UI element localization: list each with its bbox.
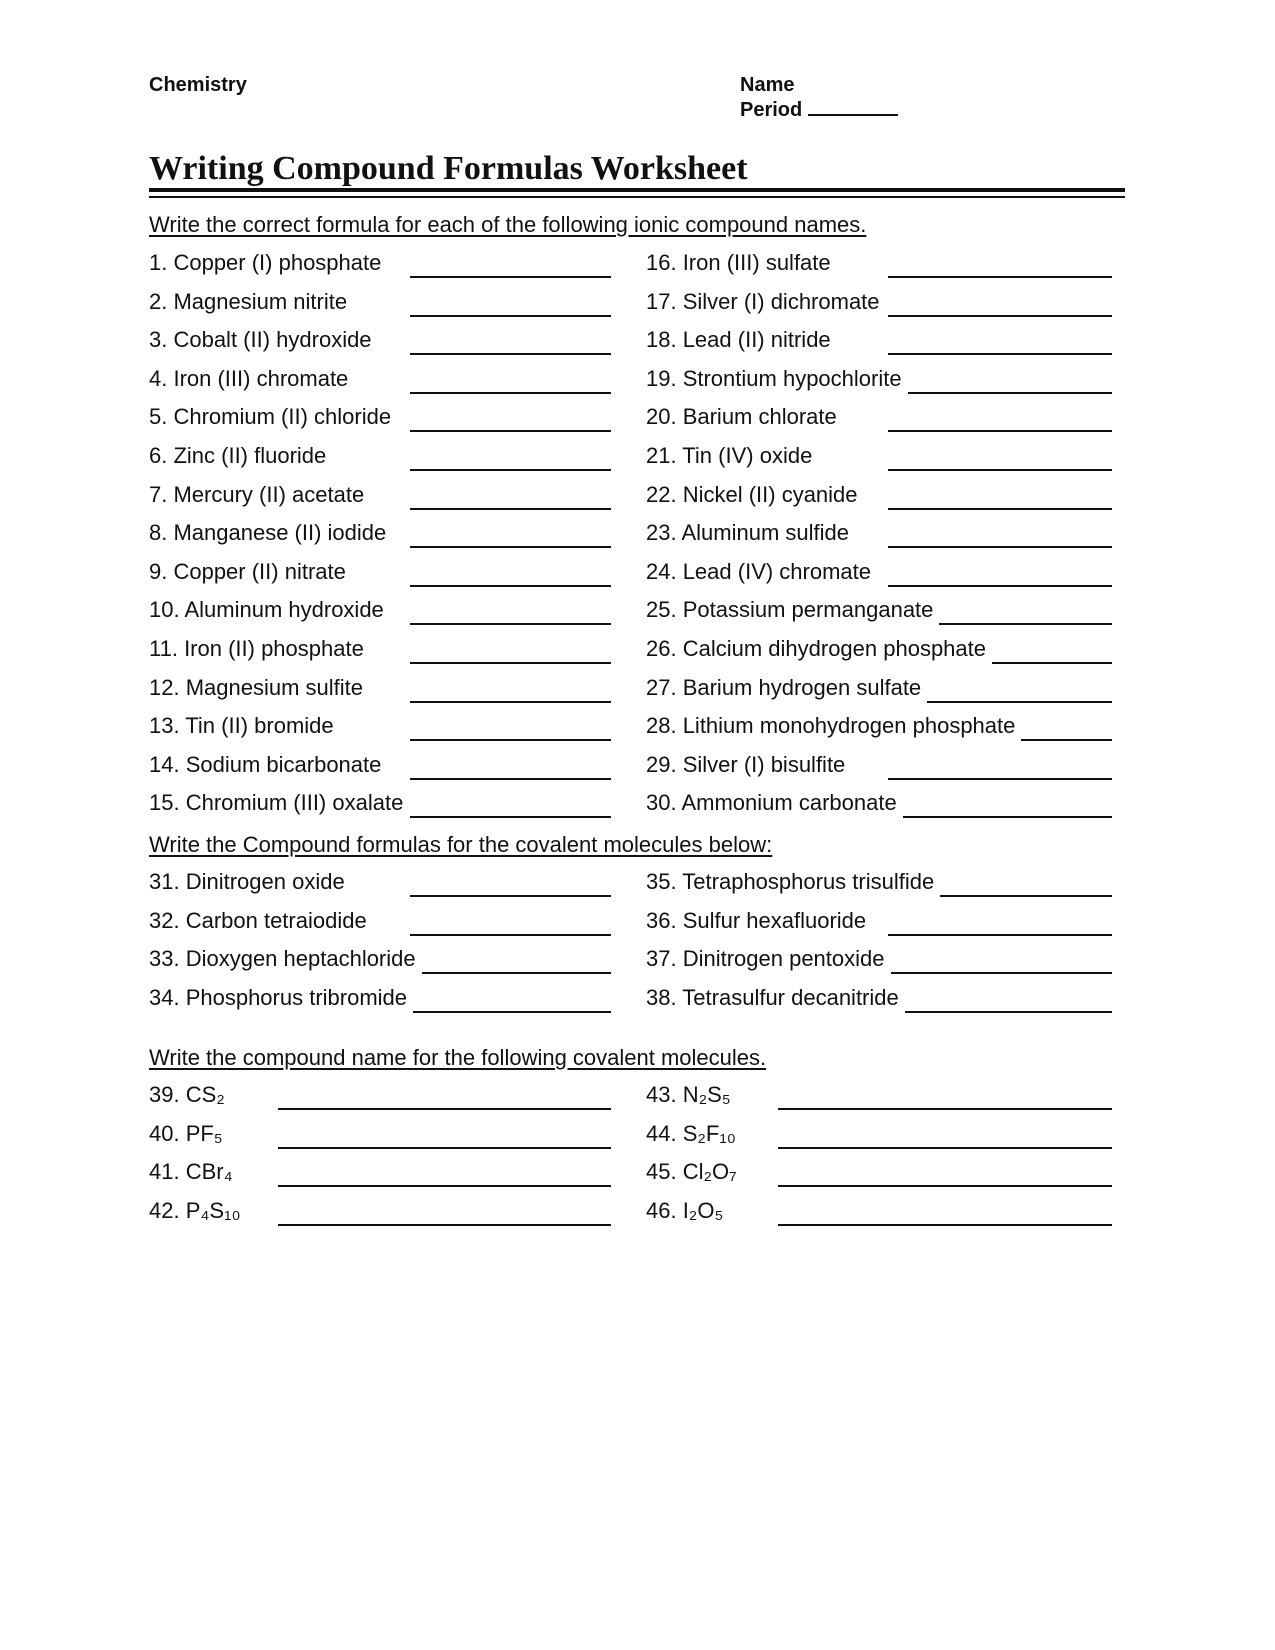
question-label: 12. Magnesium sulfite xyxy=(149,674,363,700)
question-item xyxy=(149,752,611,782)
question-label: 14. Sodium bicarbonate xyxy=(149,751,382,777)
name-label: Name xyxy=(740,74,795,96)
worksheet-title: Writing Compound Formulas Worksheet xyxy=(149,150,748,187)
answer-blank-line[interactable] xyxy=(410,276,611,278)
question-item xyxy=(149,443,611,473)
answer-blank-line[interactable] xyxy=(410,895,611,897)
question-label: 25. Potassium permanganate xyxy=(646,597,934,623)
question-label: 32. Carbon tetraiodide xyxy=(149,907,367,933)
question-label: 21. Tin (IV) oxide xyxy=(646,443,813,468)
question-item xyxy=(646,366,1112,396)
question-item xyxy=(149,869,611,899)
question-item xyxy=(646,404,1112,434)
answer-blank-line[interactable] xyxy=(410,934,611,936)
answer-blank-line[interactable] xyxy=(888,585,1112,587)
question-item xyxy=(646,1198,1112,1228)
answer-blank-line[interactable] xyxy=(939,623,1112,625)
question-item xyxy=(149,1159,611,1189)
question-label: 22. Nickel (II) cyanide xyxy=(646,481,858,507)
question-item xyxy=(149,482,611,512)
question-item xyxy=(149,636,611,666)
question-item xyxy=(646,520,1112,550)
answer-blank-line[interactable] xyxy=(410,739,611,741)
question-item xyxy=(646,908,1112,938)
answer-blank-line[interactable] xyxy=(940,895,1112,897)
question-label: 9. Copper (II) nitrate xyxy=(149,558,346,584)
question-label: 1. Copper (I) phosphate xyxy=(149,250,382,275)
answer-blank-line[interactable] xyxy=(410,701,611,703)
question-label: 26. Calcium dihydrogen phosphate xyxy=(646,636,987,661)
section-heading: Write the compound name for the following covalent molecules. xyxy=(149,1045,767,1070)
answer-blank-line[interactable] xyxy=(422,972,611,974)
answer-blank-line[interactable] xyxy=(278,1147,611,1149)
answer-blank-line[interactable] xyxy=(888,508,1112,510)
question-item xyxy=(646,752,1112,782)
answer-blank-line[interactable] xyxy=(778,1224,1112,1226)
question-label: 38. Tetrasulfur decanitride xyxy=(646,984,899,1010)
question-item xyxy=(149,946,611,976)
question-item xyxy=(149,713,611,743)
question-item xyxy=(646,946,1112,976)
answer-blank-line[interactable] xyxy=(413,1011,611,1013)
question-item xyxy=(646,559,1112,589)
answer-blank-line[interactable] xyxy=(905,1011,1112,1013)
question-label: 36. Sulfur hexafluoride xyxy=(646,907,867,933)
question-label: 18. Lead (II) nitride xyxy=(646,327,831,353)
subject-label: Chemistry xyxy=(149,74,247,96)
answer-blank-line[interactable] xyxy=(410,778,611,780)
question-label: 39. CS₂ xyxy=(149,1082,225,1107)
question-item xyxy=(149,675,611,705)
answer-blank-line[interactable] xyxy=(891,972,1113,974)
answer-blank-line[interactable] xyxy=(410,662,611,664)
question-item xyxy=(646,250,1112,280)
question-item xyxy=(149,790,611,820)
answer-blank-line[interactable] xyxy=(888,546,1112,548)
question-label: 35. Tetraphosphorus trisulfide xyxy=(646,869,935,894)
answer-blank-line[interactable] xyxy=(888,353,1112,355)
period-label: Period xyxy=(740,99,803,121)
question-label: 6. Zinc (II) fluoride xyxy=(149,443,327,468)
answer-blank-line[interactable] xyxy=(410,392,611,394)
question-item xyxy=(646,790,1112,820)
question-item xyxy=(149,1121,611,1151)
answer-blank-line[interactable] xyxy=(908,392,1112,394)
answer-blank-line[interactable] xyxy=(992,662,1112,664)
answer-blank-line[interactable] xyxy=(410,816,611,818)
question-item xyxy=(646,327,1112,357)
answer-blank-line[interactable] xyxy=(903,816,1112,818)
question-label: 8. Manganese (II) iodide xyxy=(149,520,387,546)
question-item xyxy=(149,404,611,434)
question-item xyxy=(149,597,611,627)
question-label: 44. S₂F₁₀ xyxy=(646,1120,736,1146)
answer-blank-line[interactable] xyxy=(410,469,611,471)
title-rule-thick xyxy=(149,188,1125,192)
question-item xyxy=(646,675,1112,705)
title-rule-thin xyxy=(149,196,1125,198)
question-label: 30. Ammonium carbonate xyxy=(646,790,897,816)
question-label: 17. Silver (I) dichromate xyxy=(646,288,880,314)
answer-blank-line[interactable] xyxy=(927,701,1112,703)
question-label: 33. Dioxygen heptachloride xyxy=(149,946,416,972)
answer-blank-line[interactable] xyxy=(410,585,611,587)
answer-blank-line[interactable] xyxy=(888,469,1112,471)
period-field xyxy=(740,98,898,122)
answer-blank-line[interactable] xyxy=(278,1224,611,1226)
answer-blank-line[interactable] xyxy=(778,1185,1112,1187)
question-label: 11. Iron (II) phosphate xyxy=(149,636,364,661)
question-label: 19. Strontium hypochlorite xyxy=(646,365,902,391)
answer-blank-line[interactable] xyxy=(410,546,611,548)
answer-blank-line[interactable] xyxy=(410,623,611,625)
question-item xyxy=(646,482,1112,512)
name-field-label xyxy=(740,74,794,97)
question-item xyxy=(149,289,611,319)
question-label: 29. Silver (I) bisulfite xyxy=(646,751,846,777)
question-item xyxy=(646,713,1112,743)
question-label: 34. Phosphorus tribromide xyxy=(149,984,408,1010)
question-label: 3. Cobalt (II) hydroxide xyxy=(149,327,372,353)
question-label: 37. Dinitrogen pentoxide xyxy=(646,946,885,972)
question-label: 13. Tin (II) bromide xyxy=(149,713,334,739)
question-label: 41. CBr₄ xyxy=(149,1159,233,1185)
question-label: 28. Lithium monohydrogen phosphate xyxy=(646,713,1016,739)
answer-blank-line[interactable] xyxy=(278,1108,611,1110)
answer-blank-line[interactable] xyxy=(888,276,1112,278)
question-label: 7. Mercury (II) acetate xyxy=(149,481,365,507)
question-item xyxy=(646,985,1112,1015)
question-label: 2. Magnesium nitrite xyxy=(149,288,348,314)
answer-blank-line[interactable] xyxy=(410,353,611,355)
question-item xyxy=(646,869,1112,899)
question-item xyxy=(149,520,611,550)
answer-blank-line[interactable] xyxy=(888,430,1112,432)
question-label: 43. N₂S₅ xyxy=(646,1082,731,1107)
question-item xyxy=(646,597,1112,627)
answer-blank-line[interactable] xyxy=(410,315,611,317)
answer-blank-line[interactable] xyxy=(888,778,1112,780)
question-label: 16. Iron (III) sulfate xyxy=(646,250,831,275)
question-item xyxy=(149,1082,611,1112)
answer-blank-line[interactable] xyxy=(888,315,1112,317)
question-label: 20. Barium chlorate xyxy=(646,404,837,430)
answer-blank-line[interactable] xyxy=(410,430,611,432)
question-label: 23. Aluminum sulfide xyxy=(646,520,849,546)
question-label: 4. Iron (III) chromate xyxy=(149,365,349,391)
question-label: 15. Chromium (III) oxalate xyxy=(149,790,404,816)
question-item xyxy=(149,985,611,1015)
answer-blank-line[interactable] xyxy=(778,1147,1112,1149)
question-item xyxy=(646,443,1112,473)
question-item xyxy=(646,1121,1112,1151)
question-item xyxy=(646,1159,1112,1189)
question-label: 31. Dinitrogen oxide xyxy=(149,869,345,894)
question-item xyxy=(646,636,1112,666)
question-item xyxy=(149,908,611,938)
question-item xyxy=(149,327,611,357)
question-item xyxy=(149,1198,611,1228)
question-item xyxy=(646,1082,1112,1112)
question-label: 42. P₄S₁₀ xyxy=(149,1197,241,1223)
question-item xyxy=(149,366,611,396)
question-label: 46. I₂O₅ xyxy=(646,1197,724,1223)
question-label: 40. PF₅ xyxy=(149,1120,223,1146)
question-label: 10. Aluminum hydroxide xyxy=(149,597,384,623)
answer-blank-line[interactable] xyxy=(1021,739,1112,741)
answer-blank-line[interactable] xyxy=(410,508,611,510)
question-item xyxy=(149,559,611,589)
section-heading: Write the correct formula for each of the following ionic compound names. xyxy=(149,212,867,237)
period-blank-line[interactable] xyxy=(808,98,898,116)
question-item xyxy=(646,289,1112,319)
question-item xyxy=(149,250,611,280)
answer-blank-line[interactable] xyxy=(278,1185,611,1187)
section-heading: Write the Compound formulas for the covalent molecules below: xyxy=(149,832,773,857)
question-label: 45. Cl₂O₇ xyxy=(646,1159,737,1185)
answer-blank-line[interactable] xyxy=(778,1108,1112,1110)
question-label: 27. Barium hydrogen sulfate xyxy=(646,674,922,700)
question-label: 5. Chromium (II) chloride xyxy=(149,404,392,430)
question-label: 24. Lead (IV) chromate xyxy=(646,558,872,584)
answer-blank-line[interactable] xyxy=(888,934,1112,936)
